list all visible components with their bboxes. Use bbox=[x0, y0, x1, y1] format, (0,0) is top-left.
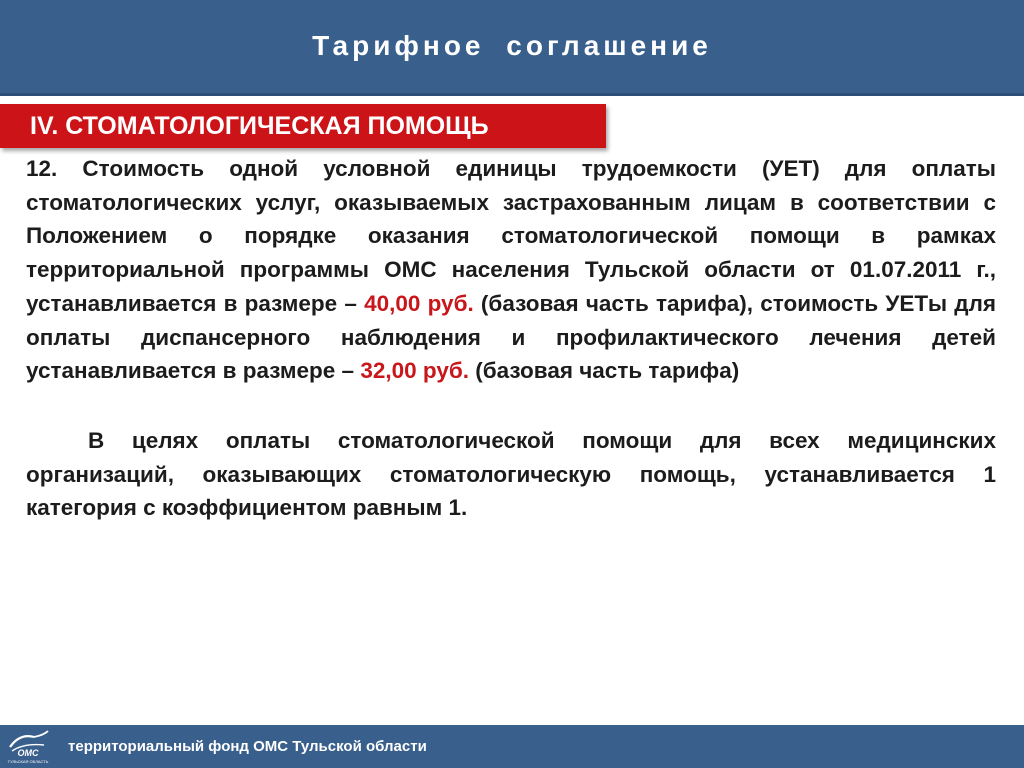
section-title: IV. СТОМАТОЛОГИЧЕСКАЯ ПОМОЩЬ bbox=[30, 112, 489, 140]
logo-text: ОМС bbox=[17, 748, 39, 758]
category-paragraph: В целях оплаты стоматологической помощи для всех медицинских организаций, оказывающих стоматологическую помощь, устанавливается 1 категория с коэффициентом равным 1. bbox=[26, 427, 996, 521]
logo-subtext: ТУЛЬСКАЯ ОБЛАСТЬ bbox=[7, 759, 49, 764]
footer-bar bbox=[0, 725, 1024, 768]
price-uet-children: 32,00 руб. bbox=[360, 358, 469, 384]
paragraph1-part2: (базовая часть тарифа), стоимость УЕТы для оплаты диспансерного наблюдения и профилактического лечения детей устанавливается в размере – bbox=[26, 290, 996, 384]
section-band bbox=[0, 104, 606, 148]
tariff-paragraph bbox=[26, 152, 996, 388]
header-bar bbox=[0, 0, 1024, 96]
price-uet-adult: 40,00 руб. bbox=[364, 290, 474, 316]
paragraph1-part1: 12. Стоимость одной условной единицы трудоемкости (УЕТ) для оплаты стоматологических услуг, оказываемых застрахованным лицам в соответствии с Положением о порядке оказания стоматологической помощи в рамках территориальной программы ОМС населения Тульской области от 01.07.2011 г., устанавливается в размере – bbox=[26, 156, 996, 316]
page-title: Тарифное соглашение bbox=[312, 30, 712, 61]
paragraph1-part3: (базовая часть тарифа) bbox=[469, 358, 740, 384]
omc-logo-icon bbox=[4, 727, 52, 765]
content-area bbox=[26, 152, 996, 525]
footer-text: территориальный фонд ОМС Тульской области bbox=[68, 738, 427, 755]
